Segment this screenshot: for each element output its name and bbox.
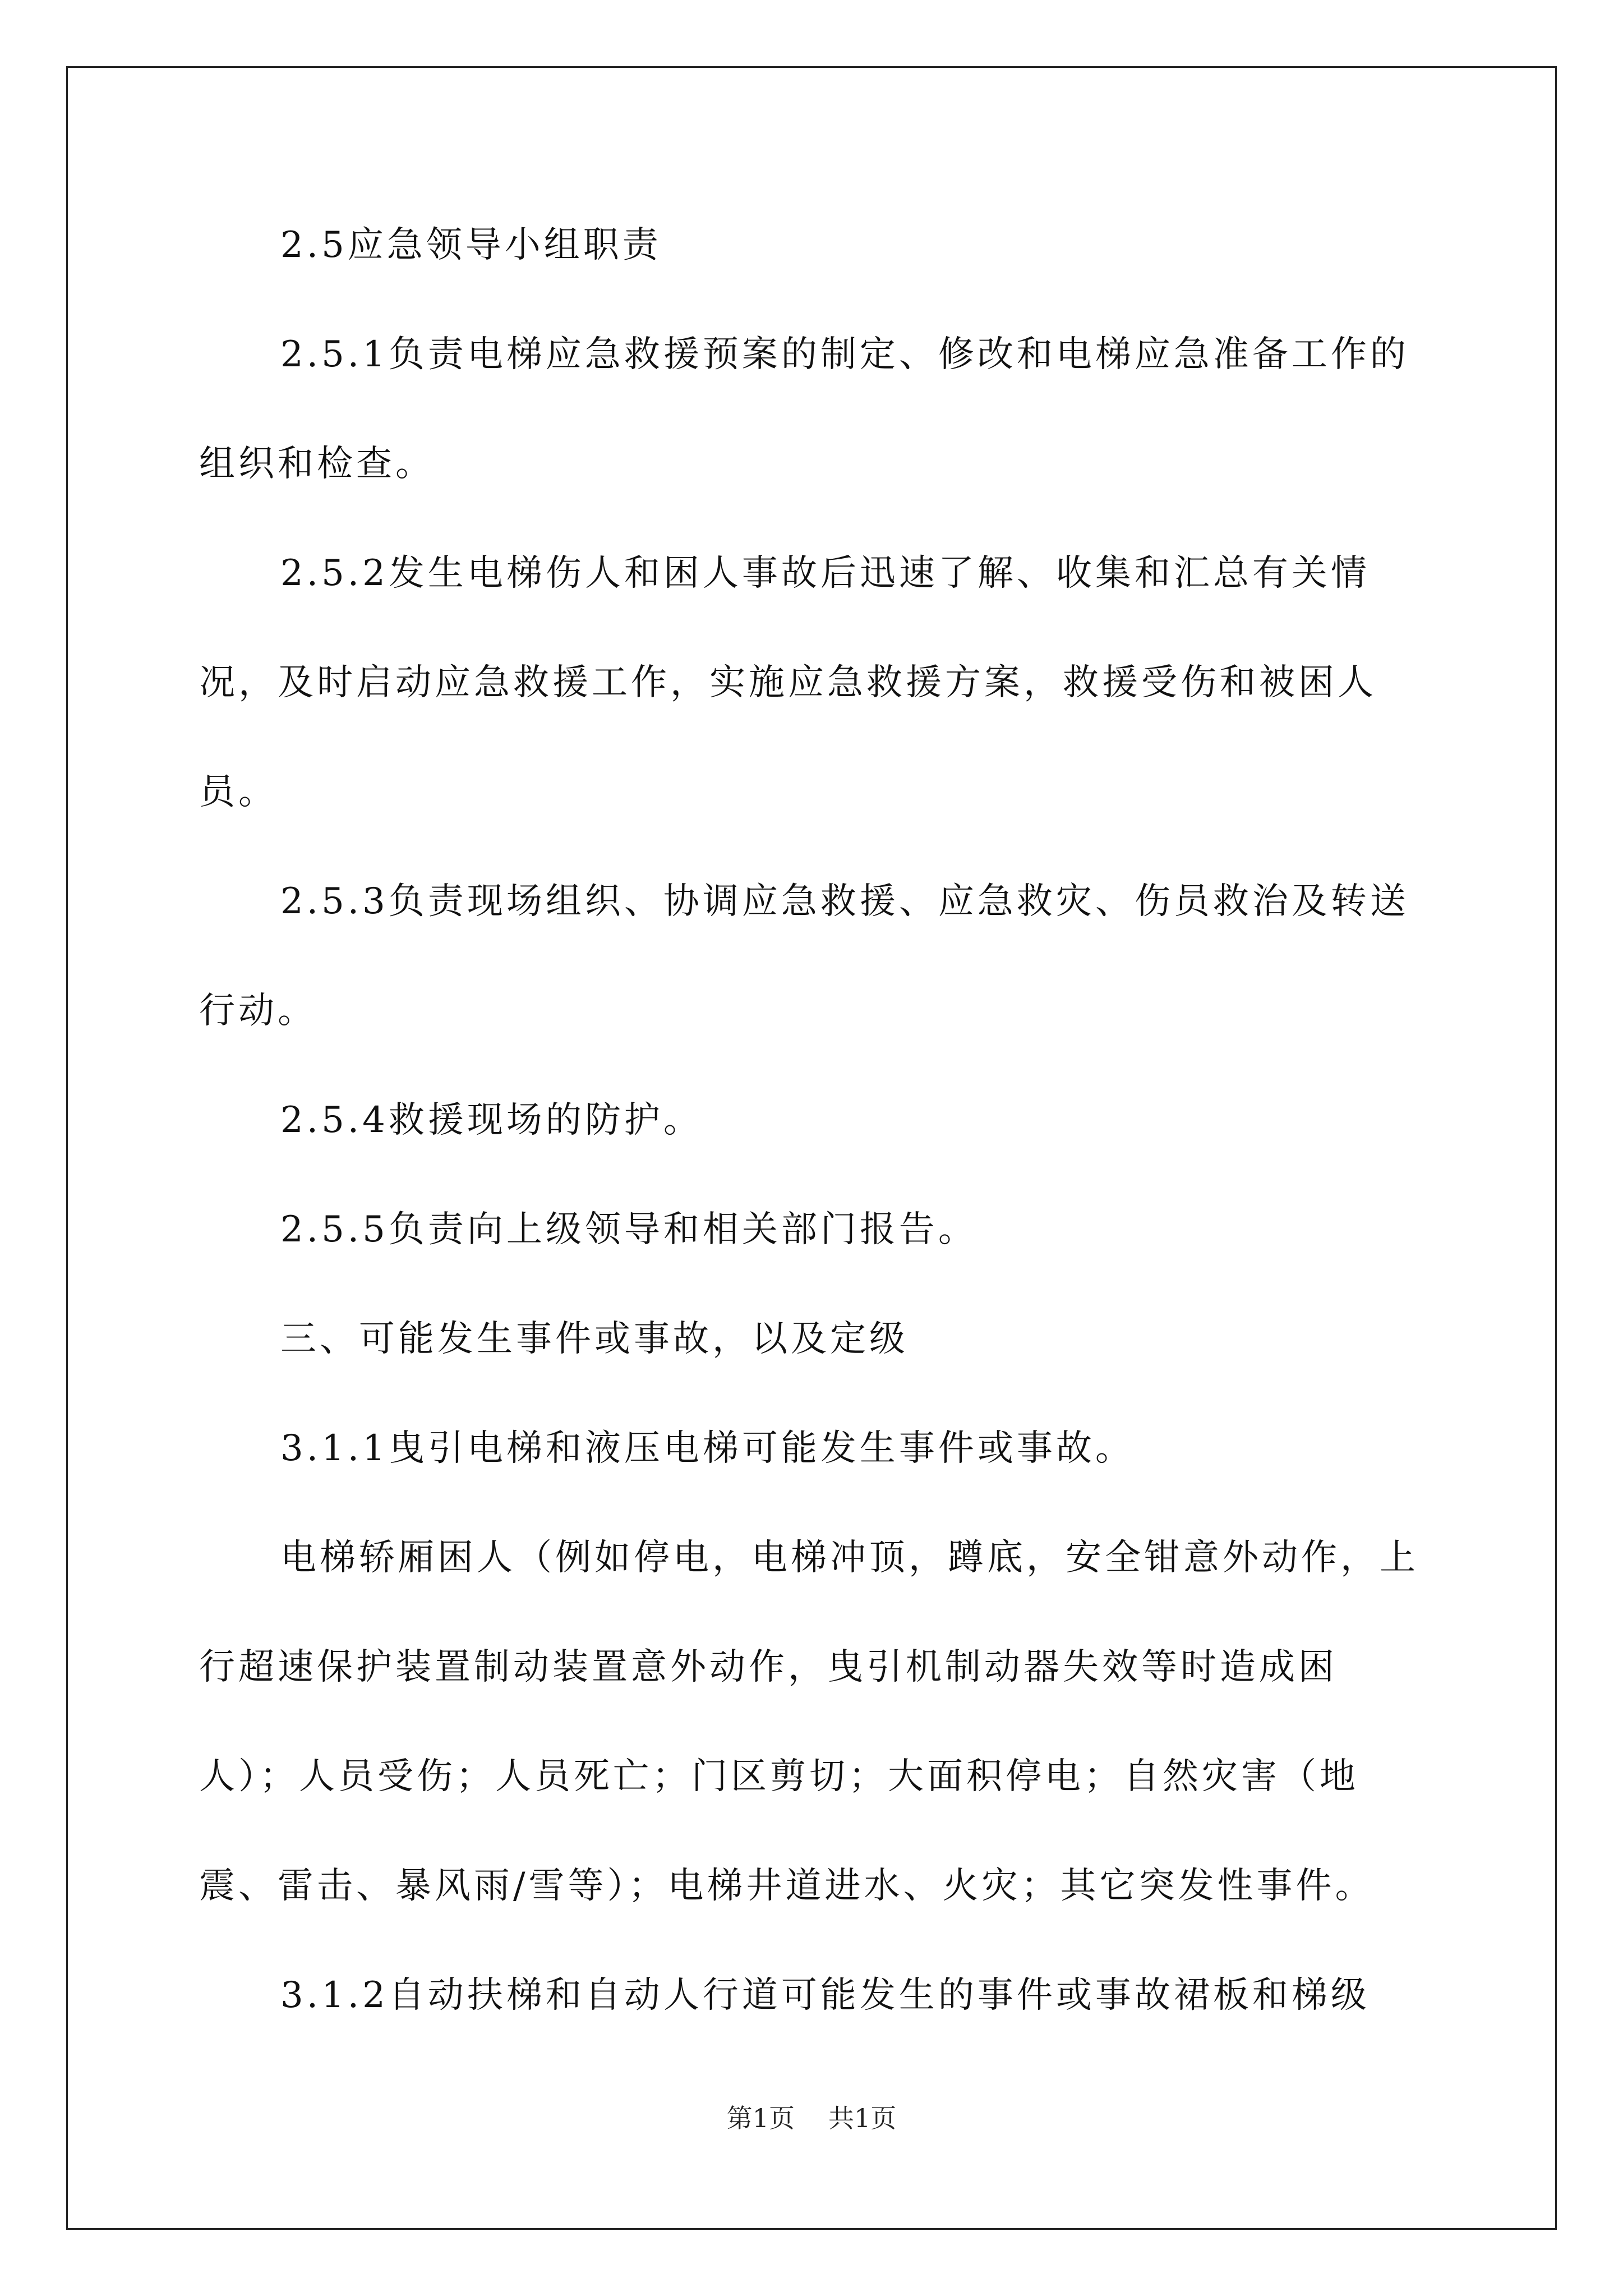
document-body [199,191,1427,2050]
paragraph-2-5-4: 2.5.4救援现场的防护。 [280,1099,703,1141]
section-heading-2-5: 2.5应急领导小组职责 [280,224,662,266]
paragraph-3-1-2: 3.1.2自动扶梯和自动人行道可能发生的事件或事故裙板和梯级 [280,1975,1370,2016]
paragraph-3-1-1: 3.1.1曳引电梯和液压电梯可能发生事件或事故。 [280,1428,1135,1469]
paragraph-2-5-3: 2.5.3负责现场组织、协调应急救援、应急救灾、伤员救治及转送行动。 [199,881,1409,1032]
paragraph-2-5-2: 2.5.2发生电梯伤人和困人事故后迅速了解、收集和汇总有关情况，及时启动应急救援工作，实施应急救援方案，救援受伤和被困人员。 [199,553,1377,813]
page-footer [0,2098,1623,2135]
paragraph-2-5-5: 2.5.5负责向上级领导和相关部门报告。 [280,1209,978,1250]
page-total: 共1页 [828,2103,897,2133]
paragraph-elevator-incidents: 电梯轿厢困人（例如停电，电梯冲顶，蹲底，安全钳意外动作，上行超速保护装置制动装置意外动作，曳引机制动器失效等时造成困人）；人员受伤；人员死亡；门区剪切；大面积停电；自然灾害（地震、雷击、暴风雨/雪等）；电梯井道进水、火灾；其它突发性事件。 [199,1537,1419,1907]
page-number: 第1页 [726,2103,795,2133]
section-heading-3: 三、可能发生事件或事故，以及定级 [280,1318,909,1360]
paragraph-2-5-1: 2.5.1负责电梯应急救援预案的制定、修改和电梯应急准备工作的组织和检查。 [199,334,1409,485]
